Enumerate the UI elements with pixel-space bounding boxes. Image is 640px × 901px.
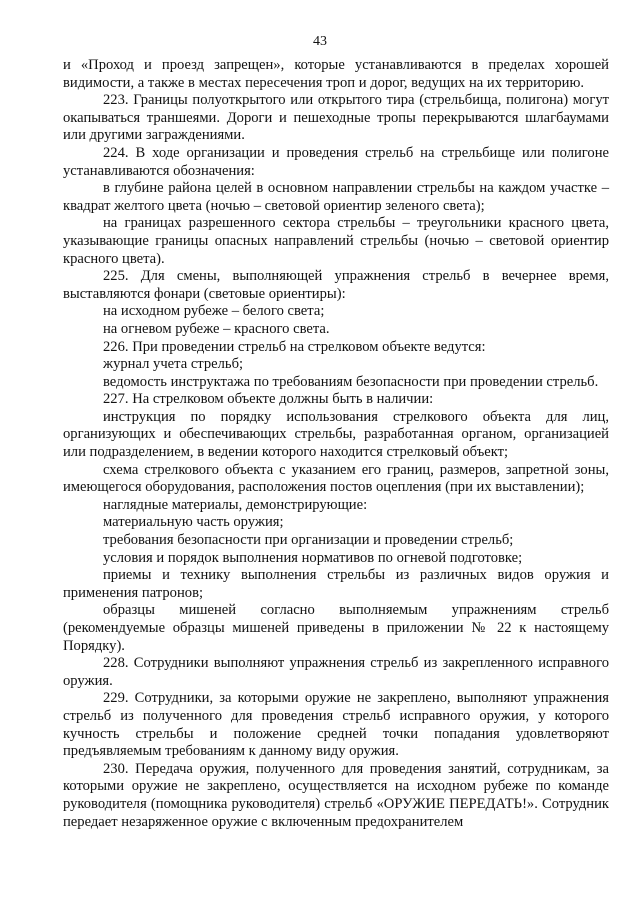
paragraph: наглядные материалы, демонстрирующие: (103, 496, 368, 513)
paragraph: 228. Сотрудники выполняют упражнения стрельб из закрепленного исправного оружия. (63, 655, 609, 689)
paragraph: 229. Сотрудники, за которыми оружие не закреплено, выполняют упражнения стрельб из полученного для проведения стрельб исправного оружия, у которого кучность стрельбы и положение средней точки попадания удовлетворяют предъявляемым требованиям к данному виду оружия. (63, 690, 609, 760)
paragraph: и «Проход и проезд запрещен», которые устанавливаются в пределах хорошей видимости, а также в местах пересечения троп и дорог, ведущих на их территорию. (63, 57, 609, 91)
paragraph: образцы мишеней согласно выполняемым упражнениям стрельб (рекомендуемые образцы мишеней приведены в приложении № 22 к настоящему Порядку). (63, 602, 609, 654)
page-number: 43 (313, 34, 327, 49)
paragraph: приемы и технику выполнения стрельбы из различных видов оружия и применения патронов; (63, 567, 609, 601)
paragraph: журнал учета стрельб; (103, 356, 244, 373)
paragraph: условия и порядок выполнения нормативов по огневой подготовке; (103, 549, 523, 566)
paragraph: ведомость инструктажа по требованиям безопасности при проведении стрельб. (103, 373, 599, 390)
paragraph: требования безопасности при организации и проведении стрельб; (103, 532, 514, 549)
paragraph: на границах разрешенного сектора стрельбы – треугольники красного цвета, указывающие границы опасных направлений стрельбы (ночью – световой ориентир красного цвета). (63, 215, 609, 267)
paragraph: инструкция по порядку использования стрелкового объекта для лиц, организующих и обеспечивающих стрельбы, разработанная органом, организацией или подразделением, в ведении которого находится стрелковый объект; (63, 408, 609, 461)
paragraph: схема стрелкового объекта с указанием его границ, размеров, запретной зоны, имеющегося оборудования, расположения постов оцепления (при их выставлении); (63, 461, 609, 496)
paragraph: в глубине района целей в основном направлении стрельбы на каждом участке – квадрат желтого цвета (ночью – световой ориентир зеленого света); (63, 180, 609, 214)
body-text (63, 57, 609, 831)
paragraph: на огневом рубеже – красного света. (103, 320, 330, 337)
paragraph: 225. Для смены, выполняющей упражнения стрельб в вечернее время, выставляются фонари (световые ориентиры): (63, 268, 609, 302)
paragraph: на исходном рубеже – белого света; (103, 303, 325, 320)
paragraph: 224. В ходе организации и проведения стрельб на стрельбище или полигоне устанавливаются обозначения: (63, 144, 609, 179)
paragraph: 230. Передача оружия, полученного для проведения занятий, сотрудникам, за которыми оружие не закреплено, осуществляется на исходном рубеже по команде руководителя (помощника руководителя) стрельб «ОРУЖИЕ ПЕРЕДАТЬ!». Сотрудник передает незаряженное оружие с включенным предохранителем (63, 760, 609, 830)
paragraph: 226. При проведении стрельб на стрелковом объекте ведутся: (103, 338, 486, 355)
paragraph: 227. На стрелковом объекте должны быть в наличии: (103, 391, 434, 408)
paragraph: 223. Границы полуоткрытого или открытого тира (стрельбища, полигона) могут окапываться траншеями. Дороги и пешеходные тропы перекрываются шлагбаумами или другими заграждениями. (63, 92, 609, 144)
paragraph: материальную часть оружия; (103, 514, 284, 531)
